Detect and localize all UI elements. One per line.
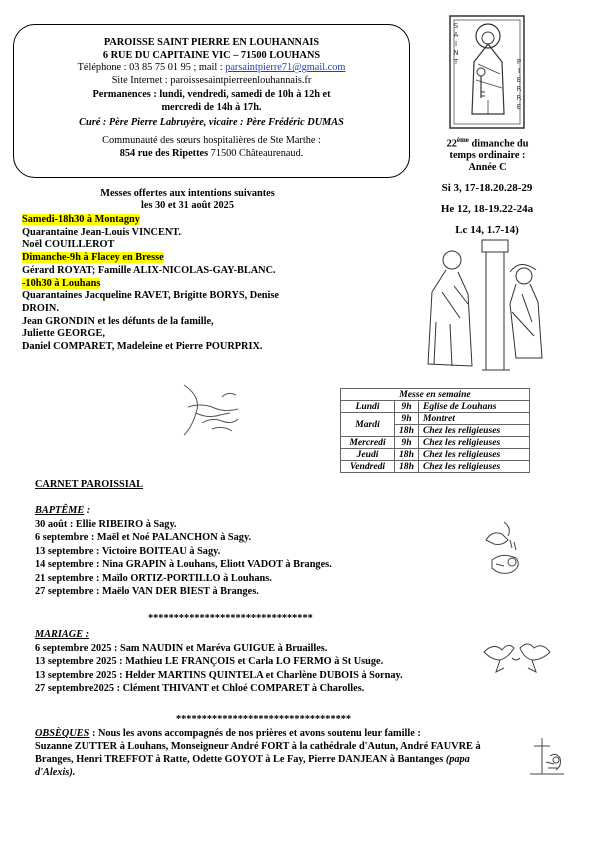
separator-2: ********************************** [176, 714, 352, 725]
icon-letters-right: P I E R R E [516, 58, 522, 111]
reading-3: Lc 14, 1.7-14) [455, 224, 519, 236]
list-item: -10h30 à Louhans [22, 277, 101, 289]
cross-illustration [528, 734, 566, 780]
table-row: 18h Chez les religieuses [341, 425, 530, 437]
community-line-1: Communauté des sœurs hospitalières de Ste Marthe : [102, 135, 321, 147]
email-link[interactable]: parsaintpierre71@gmail.com [225, 62, 346, 74]
reading-2: He 12, 18-19.22-24a [440, 203, 534, 215]
parish-header-box [13, 24, 410, 178]
list-item: Samedi-18h30 à Montagny [22, 214, 140, 225]
gospel-illustration [424, 232, 554, 378]
parish-contact: Téléphone : 03 85 75 01 95 ; mail : parsaintpierre71@gmail.com [77, 62, 346, 74]
obseques-line-2: Branges, Henri TREFFOT à Ratte, Odette GOYOT à Le Fay, Pierre DANJEAN à Bantanges (papa [35, 754, 470, 765]
list-item: 6 septembre 2025 : Sam NAUDIN et Maréva GUIGUE à Bruailles. [35, 643, 328, 654]
obseques-heading: OBSÈQUES : Nous les avons accompagnés de nos prières et avons soutenu leur famille : [35, 728, 421, 739]
separator-1: ******************************** [148, 613, 313, 624]
list-item: Juliette GEORGE, [22, 328, 105, 340]
icon-letters-left: S A I N T [453, 22, 459, 66]
weekday-mass-table [340, 388, 530, 473]
list-item: 13 septembre 2025 : Mathieu LE FRANÇOIS et Carla LO FERMO à St Usuge. [35, 656, 384, 668]
parish-address: 6 RUE DU CAPITAINE VIC – 71500 LOUHANS [102, 49, 321, 61]
parish-website: Site Internet : paroissesaintpierreenlouhannais.fr [111, 74, 312, 86]
list-item: 6 septembre : Maël et Noé PALANCHON à Sagy. [35, 532, 252, 544]
obseques-line-1: Suzanne ZUTTER à Louhans, Monseigneur André FORT à la cathédrale d'Autun, André FAUVRE à [35, 741, 481, 752]
carnet-title: CARNET PAROISSIAL [35, 479, 144, 490]
doves-illustration [482, 638, 552, 680]
weekday-table-title: Messe en semaine [341, 389, 530, 401]
clergy-line: Curé : Père Pierre Labruyère, vicaire : Père Frédéric DUMAS [79, 116, 344, 128]
permanences-line-2: mercredi de 14h à 17h. [161, 101, 262, 113]
list-item: Noël COUILLEROT [22, 239, 115, 251]
mariage-list [35, 642, 403, 696]
masses-list [22, 214, 279, 354]
bapteme-heading: BAPTÊME : [35, 505, 91, 516]
liturgy-title: 22ème dimanche du [446, 136, 529, 150]
list-item: 30 août : Ellie RIBEIRO à Sagy. [35, 519, 177, 530]
table-row: Jeudi 18h Chez les religieuses [341, 449, 530, 461]
hands-illustration [182, 383, 242, 437]
masses-title: Messes offertes aux intentions suivantes les 30 et 31 août 2025 [100, 188, 275, 211]
permanences-line-1: Permanences : lundi, vendredi, samedi de 10h à 12h et [92, 89, 331, 101]
liturgy-line-2: temps ordinaire : [449, 150, 526, 162]
baptism-illustration [482, 520, 532, 582]
table-row: Mercredi 9h Chez les religieuses [341, 437, 530, 449]
liturgy-line-3: Année C [468, 162, 507, 174]
list-item: Quarantaines Jacqueline RAVET, Brigitte BORYS, Denise [22, 290, 279, 302]
bapteme-list [35, 518, 332, 598]
list-item: 27 septembre : Maëlo VAN DER BIEST à Branges. [35, 586, 259, 598]
table-row: Vendredi 18h Chez les religieuses [341, 461, 530, 473]
list-item: Jean GRONDIN et les défunts de la famille, [22, 315, 214, 327]
reading-1: Si 3, 17-18.20.28-29 [441, 182, 533, 194]
obseques-line-3: d'Alexis). [35, 767, 76, 778]
liturgy-block [425, 134, 550, 174]
list-item: 13 septembre : Victoire BOITEAU à Sagy. [35, 545, 221, 557]
list-item: 27 septembre2025 : Clément THIVANT et Chloé COMPARET à Charolles. [35, 683, 365, 695]
list-item: DROIN. [22, 302, 59, 314]
table-row: Mardi 9h Montret [341, 413, 530, 425]
list-item: Quarantaine Jean-Louis VINCENT. [22, 226, 181, 238]
parish-name: PAROISSE SAINT PIERRE EN LOUHANNAIS [103, 37, 320, 48]
table-row: Lundi 9h Eglise de Louhans [341, 401, 530, 413]
community-line-2: 854 rue des Ripettes 71500 Châteaurenaud. [119, 147, 304, 159]
list-item: Daniel COMPARET, Madeleine et Pierre POURPRIX. [22, 341, 263, 353]
mariage-heading: MARIAGE : [35, 629, 90, 640]
list-item: 21 septembre : Maïlo ORTIZ-PORTILLO à Louhans. [35, 572, 272, 584]
list-item: 13 septembre 2025 : Helder MARTINS QUINTELA et Charlène DUBOIS à Sornay. [35, 669, 403, 681]
list-item: 14 septembre : Nina GRAPIN à Louhans, Eliott VADOT à Branges. [35, 559, 332, 571]
list-item: Dimanche-9h à Flacey en Bresse [22, 252, 164, 264]
list-item: Gérard ROYAT; Famille ALIX-NICOLAS-GAY-BLANC. [22, 264, 276, 276]
